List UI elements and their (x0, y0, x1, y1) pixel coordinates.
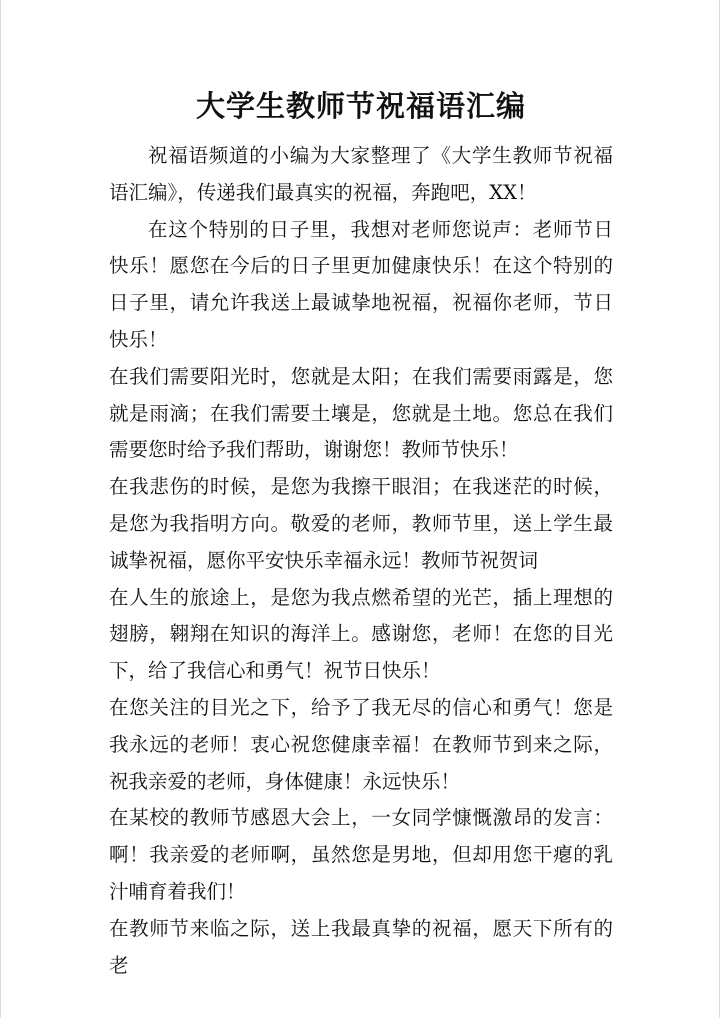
body-paragraph: 在某校的教师节感恩大会上，一女同学慷慨激昂的发言：啊！我亲爱的老师啊，虽然您是男地，但却用您干瘪的乳汁哺育着我们！ (109, 806, 613, 903)
document-body (109, 138, 613, 984)
body-paragraph: 在这个特别的日子里，我想对老师您说声：老师节日快乐！愿您在今后的日子里更加健康快乐！在这个特别的日子里，请允许我送上最诚挚地祝福，祝福你老师，节日快乐！ (109, 217, 613, 351)
body-paragraph: 在教师节来临之际，送上我最真挚的祝福，愿天下所有的老 (109, 916, 613, 977)
body-paragraph: 在人生的旅途上，是您为我点燃希望的光芒，插上理想的翅膀，翱翔在知识的海洋上。感谢您，老师！在您的目光下，给了我信心和勇气！祝节日快乐！ (109, 585, 613, 683)
body-paragraph: 在您关注的目光之下，给予了我无尽的信心和勇气！您是我永远的老师！衷心祝您健康幸福！在教师节到来之际，祝我亲爱的老师，身体健康！永远快乐！ (109, 695, 613, 793)
body-paragraph: 在我们需要阳光时，您就是太阳；在我们需要雨露是，您就是雨滴；在我们需要土壤是，您就是土地。您总在我们需要您时给予我们帮助，谢谢您！教师节快乐！ (109, 364, 613, 462)
body-paragraph: 在我悲伤的时候，是您为我擦干眼泪；在我迷茫的时候，是您为我指明方向。敬爱的老师，教师节里，送上学生最诚挚祝福，愿你平安快乐幸福永远！教师节祝贺词 (109, 475, 613, 572)
intro-paragraph: 祝福语频道的小编为大家整理了《大学生教师节祝福语汇编》，传递我们最真实的祝福，奔跑吧，XX！ (109, 144, 613, 204)
document-title: 大学生教师节祝福语汇编 (195, 89, 526, 123)
